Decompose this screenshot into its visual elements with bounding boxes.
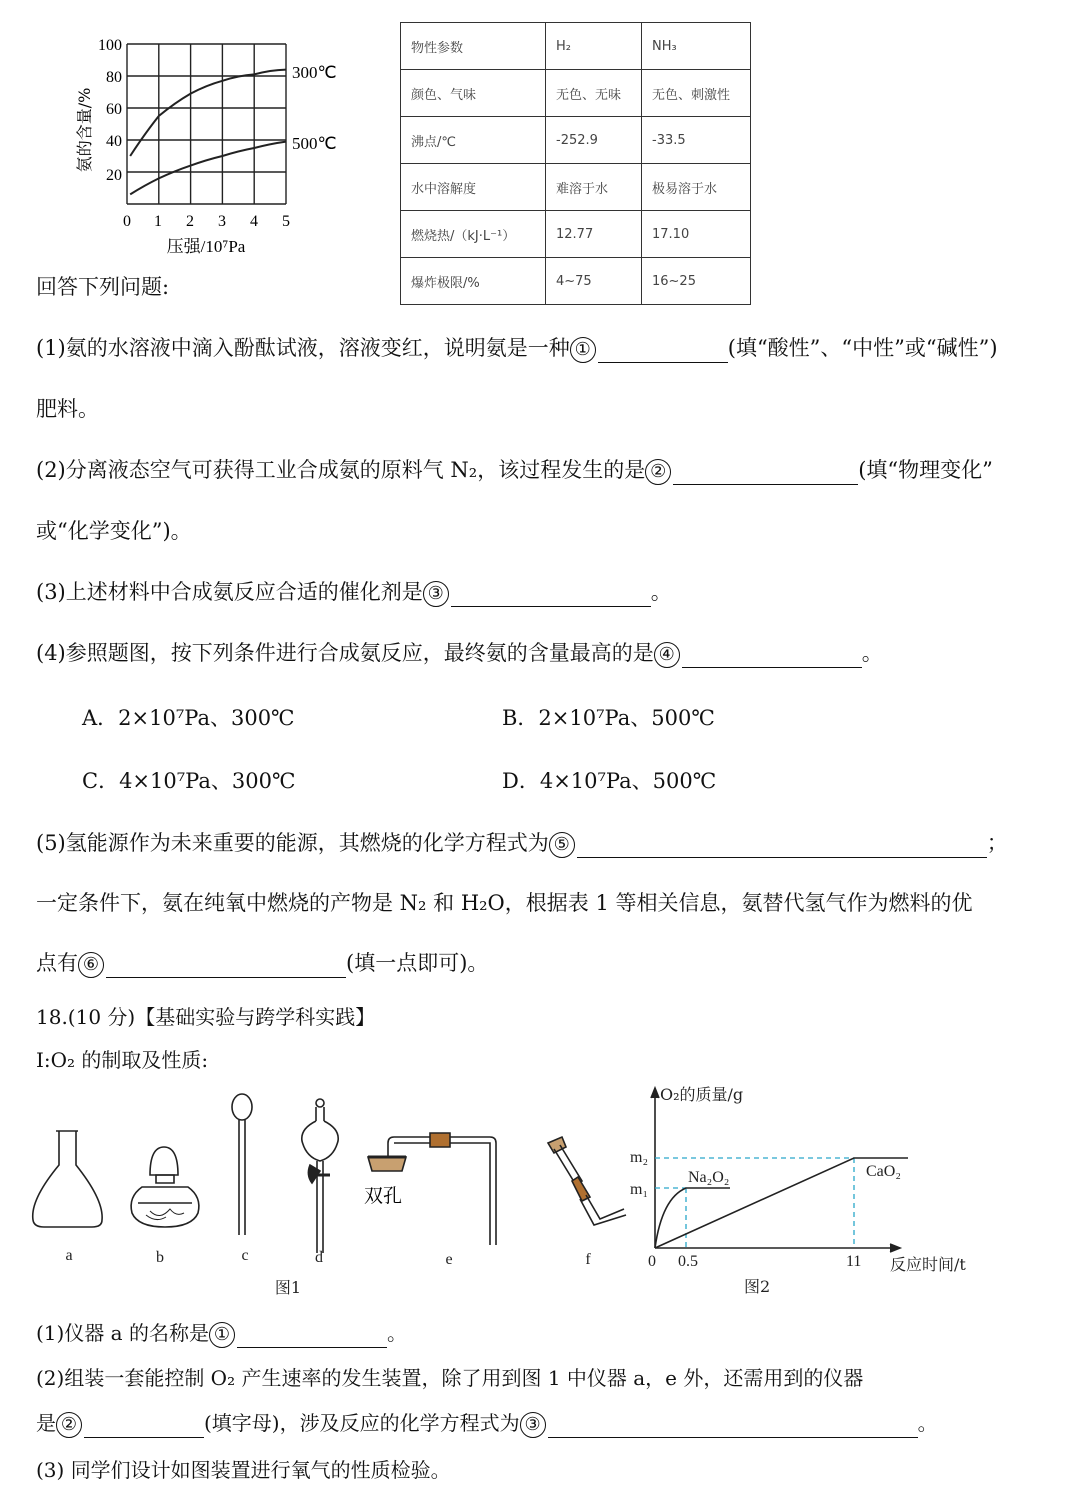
alcohol-lamp-icon xyxy=(131,1147,199,1227)
answer-number: ③ xyxy=(520,1412,546,1438)
table-cell: 16~25 xyxy=(642,258,751,305)
table-row xyxy=(401,211,751,258)
x-tick: 1 xyxy=(154,213,162,230)
question-18-title: 18.(10 分)【基础实验与跨学科实践】 xyxy=(36,1005,376,1029)
na2o2-curve xyxy=(655,1188,730,1248)
y-axis-label: O₂的质量/g xyxy=(660,1085,744,1104)
table-cell: -33.5 xyxy=(642,117,751,164)
table-cell: -252.9 xyxy=(546,117,642,164)
x-axis-arrow-icon xyxy=(890,1244,900,1252)
bent-tube-icon xyxy=(548,1137,626,1225)
table-cell: 无色、刺激性 xyxy=(642,70,751,117)
question-text: (2)分离液态空气可获得工业合成氨的原料气 N₂，该过程发生的是 xyxy=(36,458,646,482)
series-line-500℃ xyxy=(130,142,286,195)
question-text: (3)上述材料中合成氨反应合适的催化剂是 xyxy=(36,580,423,604)
answer-number: ② xyxy=(56,1412,82,1438)
chart-grid xyxy=(127,44,286,204)
conical-flask-icon xyxy=(33,1131,102,1227)
option-a[interactable]: A．2×10⁷Pa、300℃ xyxy=(82,706,295,730)
answer-number: ⑥ xyxy=(78,952,104,978)
table-cell: 沸点/℃ xyxy=(401,117,546,164)
question-5 xyxy=(36,828,1008,858)
question-text: 点有 xyxy=(36,951,78,975)
m1-label: m₁ xyxy=(630,1181,649,1198)
x-axis-label: 压强/10⁷Pa xyxy=(166,237,246,256)
x-tick: 4 xyxy=(250,213,258,230)
table-cell: NH₃ xyxy=(642,23,751,70)
m2-label: m₂ xyxy=(630,1149,649,1166)
property-table xyxy=(400,22,751,305)
answer-blank[interactable] xyxy=(84,1413,204,1438)
instrument-label-b: b xyxy=(156,1249,164,1266)
y-tick-labels xyxy=(98,37,122,184)
y-axis-label: 氨的含量/% xyxy=(75,87,94,173)
question-1-cont: 肥料。 xyxy=(36,397,99,421)
separatory-funnel-icon xyxy=(302,1099,338,1253)
y-tick: 20 xyxy=(106,167,122,184)
y-axis-arrow-icon xyxy=(651,1088,659,1098)
table-row xyxy=(401,70,751,117)
answer-number: ③ xyxy=(423,581,449,607)
x-axis-label: 反应时间/t xyxy=(890,1255,966,1274)
x-tick-labels xyxy=(123,213,290,230)
instrument-label-e: e xyxy=(445,1251,453,1268)
question-2-cont: 或“化学变化”)。 xyxy=(36,519,192,543)
x-tick: 3 xyxy=(218,213,226,230)
table-cell: 极易溶于水 xyxy=(642,164,751,211)
figure-caption: 图2 xyxy=(744,1277,771,1296)
answer-number: ② xyxy=(645,459,671,485)
intro-text: 回答下列问题: xyxy=(36,275,170,299)
question-3 xyxy=(36,577,672,607)
question-4 xyxy=(36,638,883,668)
question-text: (4)参照题图，按下列条件进行合成氨反应，最终氨的含量最高的是 xyxy=(36,641,654,665)
sub-question-2: (2)组装一套能控制 O₂ 产生速率的发生装置，除了用到图 1 中仪器 a，e 外，还需用到的仪器 xyxy=(36,1366,864,1390)
question-text: (5)氢能源作为未来重要的能源，其燃烧的化学方程式为 xyxy=(36,831,549,855)
sub-question-3: (3) 同学们设计如图装置进行氧气的性质检验。 xyxy=(36,1458,451,1482)
curve-label-500: 500℃ xyxy=(292,134,337,153)
table-cell: 爆炸极限/% xyxy=(401,258,546,305)
question-5-end xyxy=(36,948,488,978)
answer-number: ① xyxy=(570,337,596,363)
answer-number: ⑤ xyxy=(549,832,575,858)
table-cell: H₂ xyxy=(546,23,642,70)
apparatus-figure xyxy=(20,1085,640,1300)
figure-caption: 图1 xyxy=(274,1278,302,1297)
table-cell: 无色、无味 xyxy=(546,70,642,117)
table-row xyxy=(401,258,751,305)
question-text: 。 xyxy=(917,1411,938,1435)
x-tick: 2 xyxy=(186,213,194,230)
sub-question-2-cont xyxy=(36,1408,938,1438)
x-tick: 5 xyxy=(282,213,290,230)
instrument-label-d: d xyxy=(315,1249,323,1266)
answer-blank[interactable] xyxy=(598,338,728,363)
curve-label-300: 300℃ xyxy=(292,63,337,82)
y-tick: 80 xyxy=(106,69,122,86)
option-c[interactable]: C．4×10⁷Pa、300℃ xyxy=(82,769,296,793)
table-cell: 颜色、气味 xyxy=(401,70,546,117)
table-cell: 燃烧热/（kJ·L⁻¹） xyxy=(401,211,546,258)
question-text: 是 xyxy=(36,1411,56,1435)
answer-blank[interactable] xyxy=(237,1323,387,1348)
answer-blank[interactable] xyxy=(548,1413,918,1438)
table-cell: 物性参数 xyxy=(401,23,546,70)
x-tick: 0 xyxy=(123,213,131,230)
y-tick: 40 xyxy=(106,133,122,150)
question-text: (填“物理变化” xyxy=(858,458,993,482)
o2-mass-chart xyxy=(620,1080,990,1300)
option-d[interactable]: D．4×10⁷Pa、500℃ xyxy=(502,769,717,793)
label-shuangkong: 双孔 xyxy=(364,1185,403,1207)
cao2-label: CaO₂ xyxy=(866,1163,901,1180)
answer-blank[interactable] xyxy=(106,953,346,978)
question-text: 。 xyxy=(386,1321,407,1345)
question-text: (填“酸性”、“中性”或“碱性”) xyxy=(727,336,998,360)
series-line-300℃ xyxy=(130,70,286,156)
question-text: (1)仪器 a 的名称是 xyxy=(36,1321,209,1345)
instrument-label-f: f xyxy=(585,1251,591,1268)
table-row xyxy=(401,164,751,211)
question-text: (1)氨的水溶液中滴入酚酞试液，溶液变红，说明氨是一种 xyxy=(36,336,570,360)
instrument-label-c: c xyxy=(241,1247,249,1264)
x-tick-0: 0 xyxy=(648,1253,656,1270)
table-header-row xyxy=(401,23,751,70)
instrument-label-a: a xyxy=(65,1247,73,1264)
chart-curves xyxy=(130,70,286,195)
answer-blank[interactable] xyxy=(682,643,862,668)
sub-question-1 xyxy=(36,1318,407,1348)
question-text: (填一点即可)。 xyxy=(346,951,489,975)
long-neck-funnel-icon xyxy=(232,1094,252,1235)
answer-number: ④ xyxy=(654,642,680,668)
question-18-subtitle: I:O₂ 的制取及性质: xyxy=(36,1048,209,1072)
answer-number: ① xyxy=(209,1322,235,1348)
answer-blank[interactable] xyxy=(577,833,987,858)
x-tick-05: 0.5 xyxy=(678,1253,698,1270)
answer-blank[interactable] xyxy=(673,460,858,485)
question-1 xyxy=(36,333,998,363)
na2o2-label: Na₂O₂ xyxy=(688,1169,730,1186)
x-tick-11: 11 xyxy=(846,1253,862,1270)
question-text: 。 xyxy=(650,580,672,604)
y-tick: 100 xyxy=(98,37,122,54)
answer-blank[interactable] xyxy=(451,582,651,607)
question-5-cont: 一定条件下，氨在纯氧中燃烧的产物是 N₂ 和 H₂O，根据表 1 等相关信息，氨替代氢气作为燃料的优 xyxy=(36,891,973,915)
y-tick: 60 xyxy=(106,101,122,118)
table-cell: 水中溶解度 xyxy=(401,164,546,211)
option-b[interactable]: B．2×10⁷Pa、500℃ xyxy=(502,706,715,730)
question-2 xyxy=(36,455,993,485)
table-row xyxy=(401,117,751,164)
question-text: (填字母)，涉及反应的化学方程式为 xyxy=(204,1411,520,1435)
question-text: 。 xyxy=(861,641,883,665)
table-cell: 难溶于水 xyxy=(546,164,642,211)
table-cell: 4~75 xyxy=(546,258,642,305)
table-cell: 12.77 xyxy=(546,211,642,258)
question-text: ； xyxy=(986,831,1008,855)
table-cell: 17.10 xyxy=(642,211,751,258)
ammonia-pressure-chart xyxy=(60,30,360,260)
